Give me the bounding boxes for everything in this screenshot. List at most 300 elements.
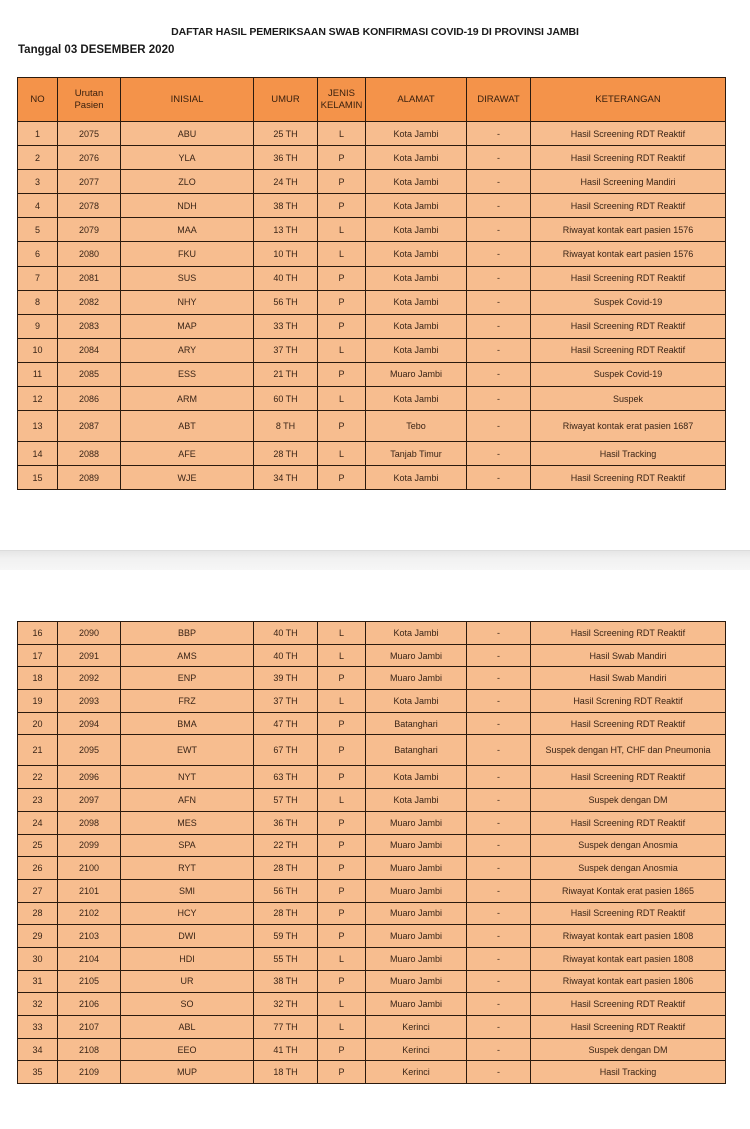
cell-jenis-kelamin: P [318, 466, 366, 490]
cell-umur: 24 TH [254, 170, 318, 194]
table-row [18, 902, 726, 925]
cell-dirawat: - [467, 466, 531, 490]
cell-jenis-kelamin: L [318, 789, 366, 812]
cell-inisial: SPA [121, 834, 254, 857]
cell-umur: 37 TH [254, 338, 318, 362]
document-title: DAFTAR HASIL PEMERIKSAAN SWAB KONFIRMASI COVID-19 DI PROVINSI JAMBI [171, 26, 579, 38]
table-row [18, 218, 726, 242]
cell-inisial: NYT [121, 766, 254, 789]
cell-urutan-pasien: 2095 [58, 735, 121, 766]
cell-inisial: SO [121, 993, 254, 1016]
cell-no: 35 [18, 1061, 58, 1084]
cell-inisial: HCY [121, 902, 254, 925]
cell-no: 11 [18, 362, 58, 386]
cell-urutan-pasien: 2080 [58, 242, 121, 266]
cell-alamat: Muaro Jambi [366, 362, 467, 386]
cell-dirawat: - [467, 218, 531, 242]
patient-table-page-1 [17, 77, 726, 490]
cell-umur: 36 TH [254, 146, 318, 170]
table-row [18, 879, 726, 902]
cell-alamat: Kota Jambi [366, 218, 467, 242]
cell-umur: 47 TH [254, 712, 318, 735]
cell-inisial: ABT [121, 411, 254, 442]
cell-alamat: Kota Jambi [366, 194, 467, 218]
cell-inisial: BBP [121, 622, 254, 645]
cell-alamat: Muaro Jambi [366, 993, 467, 1016]
cell-dirawat: - [467, 362, 531, 386]
cell-keterangan: Suspek dengan Anosmia [531, 857, 726, 880]
cell-urutan-pasien: 2101 [58, 879, 121, 902]
table-row [18, 362, 726, 386]
cell-jenis-kelamin: L [318, 644, 366, 667]
cell-alamat: Batanghari [366, 735, 467, 766]
table-row [18, 622, 726, 645]
cell-dirawat: - [467, 947, 531, 970]
table-row [18, 1061, 726, 1084]
table-header-row [18, 78, 726, 122]
table-row [18, 170, 726, 194]
cell-umur: 33 TH [254, 314, 318, 338]
cell-keterangan: Riwayat Kontak erat pasien 1865 [531, 879, 726, 902]
cell-dirawat: - [467, 644, 531, 667]
cell-umur: 55 TH [254, 947, 318, 970]
cell-no: 24 [18, 811, 58, 834]
cell-umur: 22 TH [254, 834, 318, 857]
cell-dirawat: - [467, 442, 531, 466]
cell-keterangan: Riwayat kontak eart pasien 1808 [531, 947, 726, 970]
table-row [18, 442, 726, 466]
cell-alamat: Kerinci [366, 1061, 467, 1084]
cell-alamat: Tanjab Timur [366, 442, 467, 466]
header-dirawat: DIRAWAT [467, 78, 531, 122]
cell-no: 5 [18, 218, 58, 242]
cell-urutan-pasien: 2090 [58, 622, 121, 645]
cell-dirawat: - [467, 993, 531, 1016]
cell-umur: 34 TH [254, 466, 318, 490]
table-row [18, 266, 726, 290]
cell-umur: 59 TH [254, 925, 318, 948]
table-body-page-1 [18, 122, 726, 490]
cell-dirawat: - [467, 735, 531, 766]
cell-umur: 67 TH [254, 735, 318, 766]
patient-table-page-2 [17, 621, 726, 1084]
table-row [18, 970, 726, 993]
cell-keterangan: Hasil Screening Mandiri [531, 170, 726, 194]
cell-alamat: Kota Jambi [366, 789, 467, 812]
cell-keterangan: Hasil Swab Mandiri [531, 667, 726, 690]
cell-no: 9 [18, 314, 58, 338]
cell-umur: 38 TH [254, 970, 318, 993]
cell-dirawat: - [467, 387, 531, 411]
table-row [18, 712, 726, 735]
table-row [18, 122, 726, 146]
cell-no: 29 [18, 925, 58, 948]
cell-umur: 37 TH [254, 690, 318, 713]
table-row [18, 811, 726, 834]
table-row [18, 690, 726, 713]
cell-umur: 36 TH [254, 811, 318, 834]
cell-umur: 56 TH [254, 290, 318, 314]
cell-no: 7 [18, 266, 58, 290]
cell-alamat: Muaro Jambi [366, 902, 467, 925]
cell-keterangan: Suspek Covid-19 [531, 362, 726, 386]
table-body-page-2 [18, 622, 726, 1084]
cell-jenis-kelamin: L [318, 690, 366, 713]
cell-inisial: NDH [121, 194, 254, 218]
cell-alamat: Kota Jambi [366, 338, 467, 362]
table-row [18, 338, 726, 362]
cell-urutan-pasien: 2076 [58, 146, 121, 170]
cell-urutan-pasien: 2088 [58, 442, 121, 466]
table-row [18, 1016, 726, 1039]
cell-dirawat: - [467, 834, 531, 857]
cell-no: 28 [18, 902, 58, 925]
cell-alamat: Batanghari [366, 712, 467, 735]
cell-inisial: UR [121, 970, 254, 993]
cell-alamat: Muaro Jambi [366, 667, 467, 690]
cell-urutan-pasien: 2103 [58, 925, 121, 948]
header-urutan-pasien [58, 78, 121, 122]
cell-no: 33 [18, 1016, 58, 1039]
cell-no: 18 [18, 667, 58, 690]
cell-urutan-pasien: 2105 [58, 970, 121, 993]
header-jenis-kelamin [318, 78, 366, 122]
table-row [18, 834, 726, 857]
cell-keterangan: Hasil Screening RDT Reaktif [531, 902, 726, 925]
cell-inisial: SUS [121, 266, 254, 290]
cell-keterangan: Suspek dengan DM [531, 789, 726, 812]
cell-no: 19 [18, 690, 58, 713]
cell-keterangan: Hasil Screening RDT Reaktif [531, 1016, 726, 1039]
cell-alamat: Kota Jambi [366, 622, 467, 645]
cell-inisial: ARY [121, 338, 254, 362]
table-row [18, 466, 726, 490]
cell-jenis-kelamin: P [318, 834, 366, 857]
cell-jenis-kelamin: P [318, 194, 366, 218]
cell-urutan-pasien: 2092 [58, 667, 121, 690]
cell-inisial: ESS [121, 362, 254, 386]
cell-jenis-kelamin: L [318, 218, 366, 242]
cell-no: 3 [18, 170, 58, 194]
cell-umur: 28 TH [254, 857, 318, 880]
cell-umur: 57 TH [254, 789, 318, 812]
cell-urutan-pasien: 2086 [58, 387, 121, 411]
cell-alamat: Muaro Jambi [366, 947, 467, 970]
cell-dirawat: - [467, 857, 531, 880]
cell-alamat: Muaro Jambi [366, 834, 467, 857]
header-urutan-line2: Pasien [74, 99, 104, 111]
cell-jenis-kelamin: P [318, 146, 366, 170]
cell-dirawat: - [467, 811, 531, 834]
cell-dirawat: - [467, 314, 531, 338]
cell-inisial: AFE [121, 442, 254, 466]
cell-inisial: MAP [121, 314, 254, 338]
cell-inisial: RYT [121, 857, 254, 880]
cell-urutan-pasien: 2087 [58, 411, 121, 442]
cell-dirawat: - [467, 1061, 531, 1084]
cell-no: 34 [18, 1038, 58, 1061]
cell-dirawat: - [467, 970, 531, 993]
cell-umur: 10 TH [254, 242, 318, 266]
cell-inisial: NHY [121, 290, 254, 314]
cell-jenis-kelamin: L [318, 1016, 366, 1039]
cell-no: 16 [18, 622, 58, 645]
cell-keterangan: Suspek Covid-19 [531, 290, 726, 314]
cell-umur: 8 TH [254, 411, 318, 442]
cell-keterangan: Hasil Screening RDT Reaktif [531, 194, 726, 218]
cell-no: 12 [18, 387, 58, 411]
cell-urutan-pasien: 2077 [58, 170, 121, 194]
cell-jenis-kelamin: L [318, 122, 366, 146]
cell-jenis-kelamin: P [318, 667, 366, 690]
cell-dirawat: - [467, 667, 531, 690]
cell-dirawat: - [467, 411, 531, 442]
cell-keterangan: Riwayat kontak eart pasien 1806 [531, 970, 726, 993]
cell-no: 6 [18, 242, 58, 266]
cell-no: 25 [18, 834, 58, 857]
cell-jenis-kelamin: P [318, 735, 366, 766]
cell-no: 4 [18, 194, 58, 218]
cell-keterangan: Hasil Screening RDT Reaktif [531, 314, 726, 338]
table-row [18, 993, 726, 1016]
cell-inisial: YLA [121, 146, 254, 170]
cell-urutan-pasien: 2079 [58, 218, 121, 242]
cell-alamat: Kota Jambi [366, 170, 467, 194]
cell-dirawat: - [467, 266, 531, 290]
cell-urutan-pasien: 2099 [58, 834, 121, 857]
cell-no: 22 [18, 766, 58, 789]
document-date: Tanggal 03 DESEMBER 2020 [18, 44, 175, 56]
cell-urutan-pasien: 2082 [58, 290, 121, 314]
cell-urutan-pasien: 2078 [58, 194, 121, 218]
cell-alamat: Kota Jambi [366, 242, 467, 266]
cell-no: 1 [18, 122, 58, 146]
cell-jenis-kelamin: L [318, 338, 366, 362]
cell-umur: 32 TH [254, 993, 318, 1016]
cell-dirawat: - [467, 766, 531, 789]
header-inisial: INISIAL [121, 78, 254, 122]
cell-inisial: ABL [121, 1016, 254, 1039]
cell-no: 30 [18, 947, 58, 970]
cell-alamat: Muaro Jambi [366, 811, 467, 834]
cell-dirawat: - [467, 122, 531, 146]
table-row [18, 1038, 726, 1061]
cell-alamat: Kota Jambi [366, 766, 467, 789]
header-umur: UMUR [254, 78, 318, 122]
cell-dirawat: - [467, 1016, 531, 1039]
table-row [18, 146, 726, 170]
cell-umur: 56 TH [254, 879, 318, 902]
cell-no: 10 [18, 338, 58, 362]
cell-keterangan: Hasil Screening RDT Reaktif [531, 766, 726, 789]
cell-jenis-kelamin: P [318, 1061, 366, 1084]
cell-dirawat: - [467, 925, 531, 948]
cell-urutan-pasien: 2091 [58, 644, 121, 667]
cell-jenis-kelamin: L [318, 242, 366, 266]
cell-keterangan: Riwayat kontak eart pasien 1576 [531, 242, 726, 266]
cell-urutan-pasien: 2104 [58, 947, 121, 970]
cell-inisial: EWT [121, 735, 254, 766]
cell-inisial: ABU [121, 122, 254, 146]
cell-no: 32 [18, 993, 58, 1016]
cell-alamat: Kota Jambi [366, 466, 467, 490]
cell-alamat: Muaro Jambi [366, 925, 467, 948]
cell-no: 13 [18, 411, 58, 442]
cell-alamat: Kota Jambi [366, 690, 467, 713]
cell-inisial: FKU [121, 242, 254, 266]
cell-jenis-kelamin: P [318, 1038, 366, 1061]
cell-jenis-kelamin: P [318, 879, 366, 902]
table-row [18, 194, 726, 218]
header-jk-line2: KELAMIN [320, 99, 363, 111]
cell-jenis-kelamin: P [318, 811, 366, 834]
cell-inisial: BMA [121, 712, 254, 735]
cell-dirawat: - [467, 789, 531, 812]
cell-keterangan: Hasil Screning RDT Reaktif [531, 690, 726, 713]
cell-dirawat: - [467, 712, 531, 735]
cell-inisial: FRZ [121, 690, 254, 713]
cell-alamat: Muaro Jambi [366, 970, 467, 993]
cell-dirawat: - [467, 902, 531, 925]
cell-dirawat: - [467, 146, 531, 170]
cell-inisial: AMS [121, 644, 254, 667]
cell-keterangan: Riwayat kontak eart pasien 1576 [531, 218, 726, 242]
cell-urutan-pasien: 2102 [58, 902, 121, 925]
cell-no: 17 [18, 644, 58, 667]
cell-keterangan: Riwayat kontak eart pasien 1808 [531, 925, 726, 948]
cell-keterangan: Hasil Screening RDT Reaktif [531, 993, 726, 1016]
cell-jenis-kelamin: L [318, 622, 366, 645]
table-row [18, 411, 726, 442]
header-alamat: ALAMAT [366, 78, 467, 122]
table-row [18, 290, 726, 314]
cell-inisial: MAA [121, 218, 254, 242]
cell-jenis-kelamin: L [318, 442, 366, 466]
cell-jenis-kelamin: P [318, 902, 366, 925]
cell-umur: 39 TH [254, 667, 318, 690]
cell-jenis-kelamin: L [318, 947, 366, 970]
table-row [18, 314, 726, 338]
cell-urutan-pasien: 2085 [58, 362, 121, 386]
cell-jenis-kelamin: P [318, 266, 366, 290]
cell-alamat: Kota Jambi [366, 314, 467, 338]
cell-dirawat: - [467, 879, 531, 902]
cell-keterangan: Suspek [531, 387, 726, 411]
cell-urutan-pasien: 2094 [58, 712, 121, 735]
cell-umur: 60 TH [254, 387, 318, 411]
cell-jenis-kelamin: P [318, 857, 366, 880]
cell-keterangan: Hasil Screening RDT Reaktif [531, 466, 726, 490]
cell-dirawat: - [467, 690, 531, 713]
cell-urutan-pasien: 2109 [58, 1061, 121, 1084]
cell-keterangan: Hasil Screening RDT Reaktif [531, 622, 726, 645]
cell-no: 31 [18, 970, 58, 993]
cell-jenis-kelamin: P [318, 712, 366, 735]
table-row [18, 667, 726, 690]
cell-umur: 40 TH [254, 622, 318, 645]
cell-alamat: Kota Jambi [366, 387, 467, 411]
cell-no: 8 [18, 290, 58, 314]
cell-urutan-pasien: 2075 [58, 122, 121, 146]
cell-alamat: Kota Jambi [366, 266, 467, 290]
cell-urutan-pasien: 2106 [58, 993, 121, 1016]
cell-umur: 41 TH [254, 1038, 318, 1061]
cell-jenis-kelamin: L [318, 993, 366, 1016]
cell-umur: 13 TH [254, 218, 318, 242]
cell-urutan-pasien: 2083 [58, 314, 121, 338]
cell-dirawat: - [467, 170, 531, 194]
cell-alamat: Tebo [366, 411, 467, 442]
header-jk-line1: JENIS [328, 87, 355, 99]
header-no: NO [18, 78, 58, 122]
page-separator [0, 550, 750, 570]
cell-inisial: MES [121, 811, 254, 834]
header-urutan-line1: Urutan [74, 87, 104, 99]
cell-urutan-pasien: 2089 [58, 466, 121, 490]
table-row [18, 242, 726, 266]
cell-umur: 28 TH [254, 442, 318, 466]
cell-keterangan: Hasil Screening RDT Reaktif [531, 146, 726, 170]
cell-inisial: HDI [121, 947, 254, 970]
cell-dirawat: - [467, 1038, 531, 1061]
table-row [18, 766, 726, 789]
cell-umur: 25 TH [254, 122, 318, 146]
cell-alamat: Kerinci [366, 1016, 467, 1039]
cell-inisial: SMI [121, 879, 254, 902]
cell-keterangan: Hasil Screening RDT Reaktif [531, 338, 726, 362]
cell-alamat: Muaro Jambi [366, 644, 467, 667]
cell-keterangan: Hasil Screening RDT Reaktif [531, 122, 726, 146]
cell-inisial: EEO [121, 1038, 254, 1061]
cell-umur: 40 TH [254, 266, 318, 290]
cell-inisial: WJE [121, 466, 254, 490]
cell-dirawat: - [467, 622, 531, 645]
cell-keterangan: Hasil Screening RDT Reaktif [531, 712, 726, 735]
cell-jenis-kelamin: P [318, 362, 366, 386]
cell-inisial: MUP [121, 1061, 254, 1084]
cell-jenis-kelamin: P [318, 925, 366, 948]
table-row [18, 387, 726, 411]
cell-urutan-pasien: 2108 [58, 1038, 121, 1061]
cell-umur: 63 TH [254, 766, 318, 789]
cell-urutan-pasien: 2097 [58, 789, 121, 812]
cell-no: 26 [18, 857, 58, 880]
cell-keterangan: Hasil Tracking [531, 1061, 726, 1084]
cell-inisial: ARM [121, 387, 254, 411]
cell-keterangan: Hasil Screening RDT Reaktif [531, 266, 726, 290]
cell-urutan-pasien: 2084 [58, 338, 121, 362]
cell-no: 23 [18, 789, 58, 812]
cell-urutan-pasien: 2081 [58, 266, 121, 290]
cell-no: 20 [18, 712, 58, 735]
cell-urutan-pasien: 2096 [58, 766, 121, 789]
cell-keterangan: Hasil Screening RDT Reaktif [531, 811, 726, 834]
table-row [18, 925, 726, 948]
cell-inisial: AFN [121, 789, 254, 812]
cell-urutan-pasien: 2098 [58, 811, 121, 834]
cell-jenis-kelamin: P [318, 411, 366, 442]
cell-urutan-pasien: 2107 [58, 1016, 121, 1039]
cell-umur: 21 TH [254, 362, 318, 386]
cell-jenis-kelamin: P [318, 970, 366, 993]
cell-dirawat: - [467, 338, 531, 362]
cell-keterangan: Hasil Tracking [531, 442, 726, 466]
cell-keterangan: Hasil Swab Mandiri [531, 644, 726, 667]
header-keterangan: KETERANGAN [531, 78, 726, 122]
cell-urutan-pasien: 2093 [58, 690, 121, 713]
cell-inisial: ENP [121, 667, 254, 690]
table-row [18, 735, 726, 766]
